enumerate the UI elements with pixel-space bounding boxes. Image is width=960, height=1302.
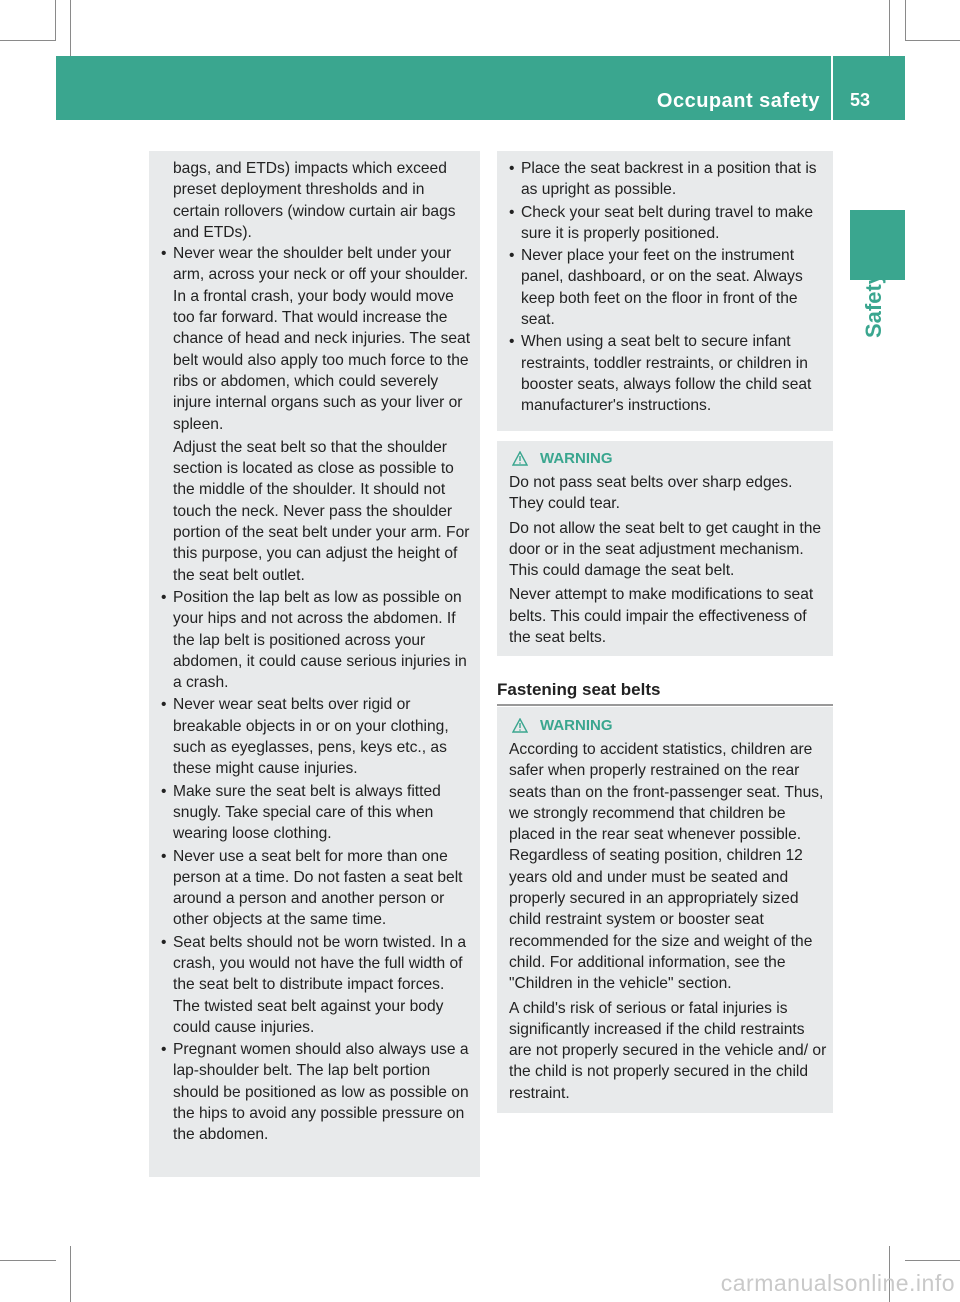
list-item: • Place the seat backrest in a position that is as upright as possible. [510, 158, 828, 201]
warning-triangle-icon [512, 718, 528, 733]
warning-triangle-icon [512, 451, 528, 466]
section-header-title: Occupant safety [656, 90, 820, 112]
warning-paragraph: A child's risk of serious or fatal injuries is significantly increased if the child restraints are not properly secured in the vehicle and/ or the child is not properly secured in the child restraint. [509, 999, 827, 1102]
warning-label: WARNING [540, 717, 613, 734]
list-item: • When using a seat belt to secure infant restraints, toddler restraints, or children in booster seats, always follow the child seat manufacturer's instructions. [510, 331, 828, 416]
page-header [56, 56, 905, 120]
list-item: • Never wear seat belts over rigid or breakable objects in or on your clothing, such as eyeglasses, pens, keys etc., as these might cause injuries. [162, 694, 474, 779]
warning-box [497, 707, 833, 1113]
crop-mark [905, 0, 906, 40]
warning-box [497, 441, 833, 656]
warning-heading [512, 715, 827, 736]
warning-label: WARNING [540, 450, 613, 467]
chapter-label: Safety [861, 271, 886, 339]
crop-mark [0, 1260, 56, 1261]
warning-paragraph: Do not pass seat belts over sharp edges. They could tear. [509, 474, 793, 513]
list-item: • Never use a seat belt for more than one person at a time. Do not fasten a seat belt around a person and another person or other objects at the same time. [162, 846, 474, 931]
warning-paragraph: According to accident statistics, children are safer when properly restrained on the rear seats than on the front-passenger seat. Thus, we strongly recommend that children be placed in the rear seat whenever possible. Regardless of seating position, children 12 years old and under must be seated and properly secured in an appropriately sized child restraint system or booster seat recommended for the size and weight of the child. For additional information, see the "Children in the vehicle" section. [509, 741, 824, 993]
adjust-paragraph: Adjust the seat belt so that the shoulder section is located as close as possible to the middle of the shoulder. It should not touch the neck. Never pass the shoulder portion of the seat belt under your arm. For this purpose, you can adjust the height of the seat belt outlet. [173, 438, 470, 584]
section-heading: Fastening seat belts [497, 680, 661, 699]
continued-paragraph: bags, and ETDs) impacts which exceed preset deployment thresholds and in certain rollovers (window curtain air bags and ETDs). [173, 160, 456, 241]
list-item: • Position the lap belt as low as possible on your hips and not across the abdomen. If the lap belt is positioned across your abdomen, it could cause serious injuries in a crash. [162, 587, 474, 693]
list-item: • Never place your feet on the instrument panel, dashboard, or on the seat. Always keep both feet on the floor in front of the seat. [510, 245, 828, 330]
list-item: • Never wear the shoulder belt under your arm, across your neck or off your shoulder. In a frontal crash, your body would move too far forward. That would increase the chance of head and neck injuries. The seat belt would also apply too much force to the ribs or abdomen, which could severely injure internal organs such as your liver or spleen. [162, 243, 474, 435]
crop-mark [889, 0, 890, 56]
list-item: • Check your seat belt during travel to make sure it is properly positioned. [510, 202, 828, 245]
warning-paragraph: Do not allow the seat belt to get caught in the door or in the seat adjustment mechanism. This could damage the seat belt. [509, 519, 822, 580]
header-divider [831, 56, 833, 120]
list-item: • Make sure the seat belt is always fitted snugly. Take special care of this when wearing loose clothing. [162, 781, 474, 845]
warning-paragraph: Never attempt to make modifications to seat belts. This could impair the effectiveness of the seat belts. [509, 586, 814, 647]
warning-heading [512, 448, 827, 469]
left-info-box [149, 151, 480, 1177]
crop-mark [70, 1246, 71, 1302]
section-divider [497, 704, 833, 706]
crop-mark [905, 1260, 960, 1261]
crop-mark [905, 40, 960, 41]
page-number: 53 [850, 90, 871, 110]
crop-mark [0, 40, 56, 41]
crop-mark [70, 0, 71, 56]
watermark: carmanualsonline.info [720, 1270, 955, 1296]
right-info-box [497, 151, 833, 431]
list-item: • Seat belts should not be worn twisted. In a crash, you would not have the full width of the seat belt to distribute impact forces. The twisted seat belt against your body could cause injuries. [162, 932, 474, 1038]
list-item: • Pregnant women should also always use a lap-shoulder belt. The lap belt portion should be positioned as low as possible on the hips to avoid any possible pressure on the abdomen. [162, 1039, 474, 1145]
crop-mark [55, 0, 56, 40]
